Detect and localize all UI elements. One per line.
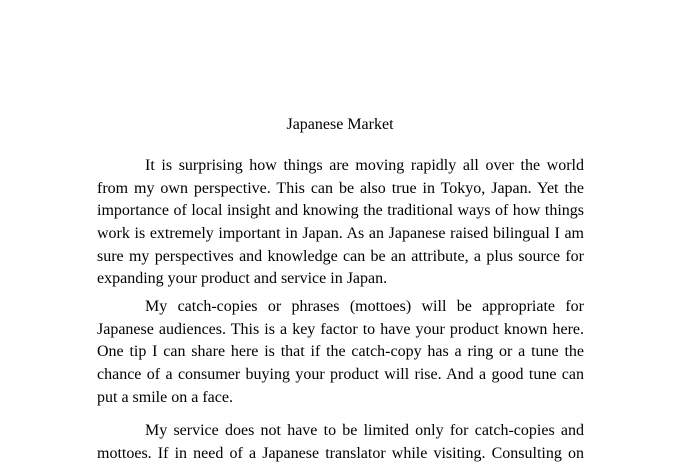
paragraph-line: mottoes. If in need of a Japanese translator while visiting. Consulting on [97,444,584,462]
paragraph-line: My catch-copies or phrases (mottoes) will be appropriate for [145,298,584,315]
paragraph-line: One tip I can share here is that if the catch-copy has a ring or a tune the [97,343,584,361]
paragraph-line: put a smile on a face. [97,388,233,406]
paragraph-line: Japanese audiences. This is a key factor to have your product known here. [97,320,584,338]
document-title: Japanese Market [286,116,394,133]
paragraph-1 [97,155,584,291]
paragraph-line: It is surprising how things are moving rapidly all over the world [145,157,584,174]
paragraph-line: from my own perspective. This can be also true in Tokyo, Japan. Yet the [97,179,584,197]
paragraph-line: expanding your product and service in Japan. [97,270,388,288]
paragraph-3 [97,420,584,465]
paragraph-line: chance of a consumer buying your product will rise. And a good tune can [97,366,584,384]
paragraph-2 [97,296,584,409]
paragraph-line: work is extremely important in Japan. As an Japanese raised bilingual I am [97,225,584,243]
paragraph-line: My service does not have to be limited only for catch-copies and [145,422,584,439]
paragraph-line: sure my perspectives and knowledge can be an attribute, a plus source for [97,247,584,265]
paragraph-line: importance of local insight and knowing the traditional ways of how things [97,202,584,220]
